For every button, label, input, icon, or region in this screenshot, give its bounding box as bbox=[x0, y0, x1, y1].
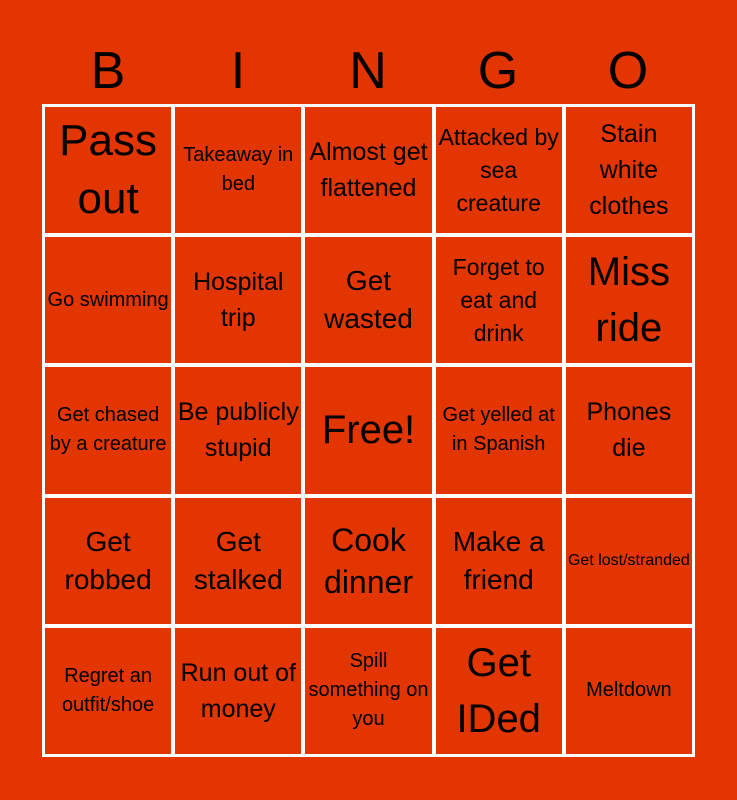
cell-text: Miss ride bbox=[587, 250, 670, 351]
bingo-cell[interactable] bbox=[175, 237, 301, 363]
cell-text: Get stalked bbox=[193, 525, 283, 595]
bingo-cell[interactable] bbox=[436, 498, 562, 624]
bingo-cell[interactable] bbox=[436, 237, 562, 363]
bingo-cell[interactable] bbox=[175, 367, 301, 493]
cell-text: Takeaway in bed bbox=[183, 144, 294, 196]
cell-text: Get lost/stranded bbox=[567, 552, 690, 570]
bingo-cell[interactable] bbox=[305, 498, 431, 624]
bingo-cell[interactable] bbox=[566, 107, 692, 233]
cell-text: Regret an outfit/shoe bbox=[61, 664, 155, 716]
bingo-cell[interactable] bbox=[45, 628, 171, 754]
header-letter-n: N bbox=[349, 42, 387, 100]
free-space-cell[interactable] bbox=[305, 367, 431, 493]
cell-text: Spill something on you bbox=[308, 650, 429, 731]
cell-text: Run out of money bbox=[180, 658, 296, 723]
cell-text: Make a friend bbox=[452, 525, 545, 595]
bingo-cell[interactable] bbox=[436, 367, 562, 493]
bingo-cell[interactable] bbox=[566, 628, 692, 754]
header-letter-i: I bbox=[230, 42, 246, 100]
header-letter-o: O bbox=[607, 42, 649, 100]
bingo-cell[interactable] bbox=[566, 367, 692, 493]
header-letter-b: B bbox=[90, 42, 126, 100]
cell-text: Meltdown bbox=[586, 679, 672, 702]
cell-text: Get yelled at in Spanish bbox=[442, 404, 555, 456]
cell-text: Be publicly stupid bbox=[177, 398, 299, 463]
bingo-header bbox=[43, 40, 693, 102]
cell-text: Stain white clothes bbox=[589, 120, 669, 221]
cell-text: Almost get flattened bbox=[309, 138, 428, 203]
bingo-cell[interactable] bbox=[566, 237, 692, 363]
cell-text: Get wasted bbox=[324, 265, 413, 335]
bingo-cell[interactable] bbox=[45, 107, 171, 233]
bingo-cell[interactable] bbox=[45, 237, 171, 363]
bingo-cell[interactable] bbox=[305, 237, 431, 363]
cell-text: Attacked by sea creature bbox=[438, 123, 559, 216]
cell-text: Get robbed bbox=[64, 525, 152, 595]
bingo-cell[interactable] bbox=[436, 107, 562, 233]
cell-text: Free! bbox=[321, 408, 416, 453]
bingo-cell[interactable] bbox=[566, 498, 692, 624]
bingo-cell[interactable] bbox=[436, 628, 562, 754]
cell-text: Hospital trip bbox=[193, 268, 284, 333]
cell-text: Get IDed bbox=[456, 640, 541, 741]
cell-text: Go swimming bbox=[47, 288, 169, 311]
cell-text: Forget to eat and drink bbox=[452, 253, 545, 346]
cell-text: Cook dinner bbox=[324, 521, 413, 600]
header-letter-g: G bbox=[477, 42, 519, 100]
cell-text: Pass out bbox=[59, 116, 157, 224]
bingo-cell[interactable] bbox=[175, 107, 301, 233]
cell-text: Phones die bbox=[586, 398, 672, 463]
bingo-cell[interactable] bbox=[45, 367, 171, 493]
bingo-cell[interactable] bbox=[175, 498, 301, 624]
cell-text: Get chased by a creature bbox=[49, 404, 167, 456]
bingo-cell[interactable] bbox=[305, 107, 431, 233]
bingo-cell[interactable] bbox=[45, 498, 171, 624]
bingo-cell[interactable] bbox=[175, 628, 301, 754]
bingo-card-grid bbox=[42, 104, 695, 757]
bingo-cell[interactable] bbox=[305, 628, 431, 754]
